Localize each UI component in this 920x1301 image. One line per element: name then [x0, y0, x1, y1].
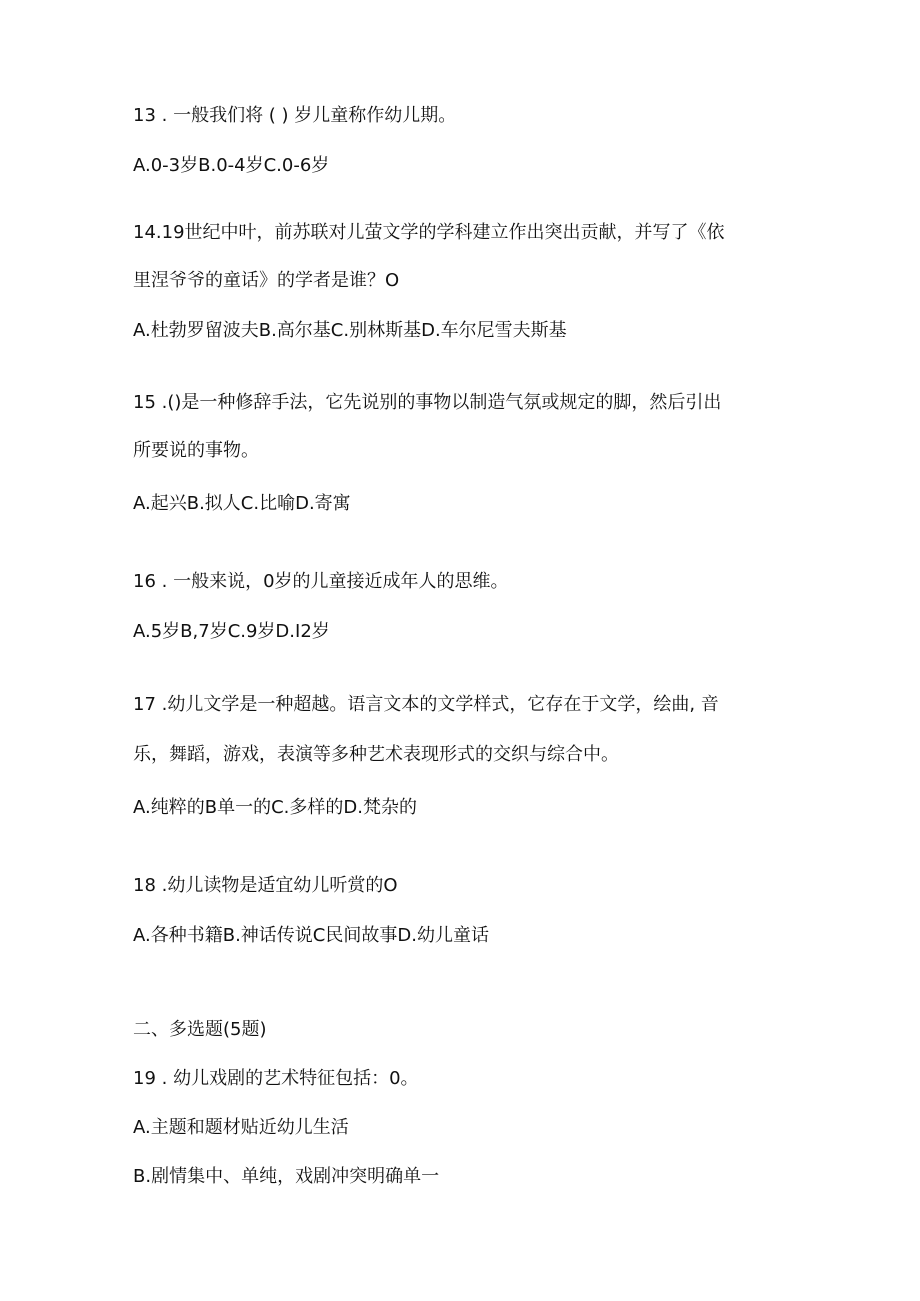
question-18-options: A.各种书籍B.神话传说C民间故事D.幼儿童话 [133, 925, 489, 946]
question-13-stem: 13 . 一般我们将 ( ) 岁儿童称作幼儿期。 [133, 105, 457, 126]
question-19-option-b: B.剧情集中、单纯，戏剧冲突明确单一 [133, 1166, 440, 1187]
question-17-options: A.纯粹的B单一的C.多样的D.梵杂的 [133, 797, 417, 818]
question-15-stem-line-2: 所要说的事物。 [133, 440, 259, 461]
question-16-stem: 16 . 一般来说，0岁的儿童接近成年人的思维。 [133, 571, 509, 592]
question-14-stem-line-1: 14.19世纪中叶，前苏联对儿萤文学的学科建立作出突出贡献，并写了《依 [133, 222, 725, 243]
question-19-stem: 19 . 幼儿戏剧的艺术特征包括：0。 [133, 1068, 419, 1089]
question-14-stem-line-2: 里涅爷爷的童话》的学者是谁？O [133, 270, 400, 291]
section-heading-multiple-choice: 二、多选题(5题) [133, 1019, 267, 1040]
question-16-options: A.5岁B,7岁C.9岁D.I2岁 [133, 621, 330, 642]
question-13-options: A.0-3岁B.0-4岁C.0-6岁 [133, 155, 330, 176]
question-19-option-a: A.主题和题材贴近幼儿生活 [133, 1117, 349, 1138]
question-17-stem-line-2: 乐，舞蹈，游戏，表演等多种艺术表现形式的交织与综合中。 [133, 744, 619, 765]
question-18-stem: 18 .幼儿读物是适宜幼儿听赏的O [133, 875, 398, 896]
question-17-stem-line-1: 17 .幼儿文学是一种超越。语言文本的文学样式，它存在于文学，绘曲, 音 [133, 694, 719, 715]
question-15-options: A.起兴B.拟人C.比喻D.寄寓 [133, 493, 351, 514]
question-14-options: A.杜勃罗留波夫B.高尔基C.别林斯基D.车尔尼雪夫斯基 [133, 320, 567, 341]
question-15-stem-line-1: 15 .()是一种修辞手法，它先说别的事物以制造气氛或规定的脚，然后引出 [133, 392, 722, 413]
